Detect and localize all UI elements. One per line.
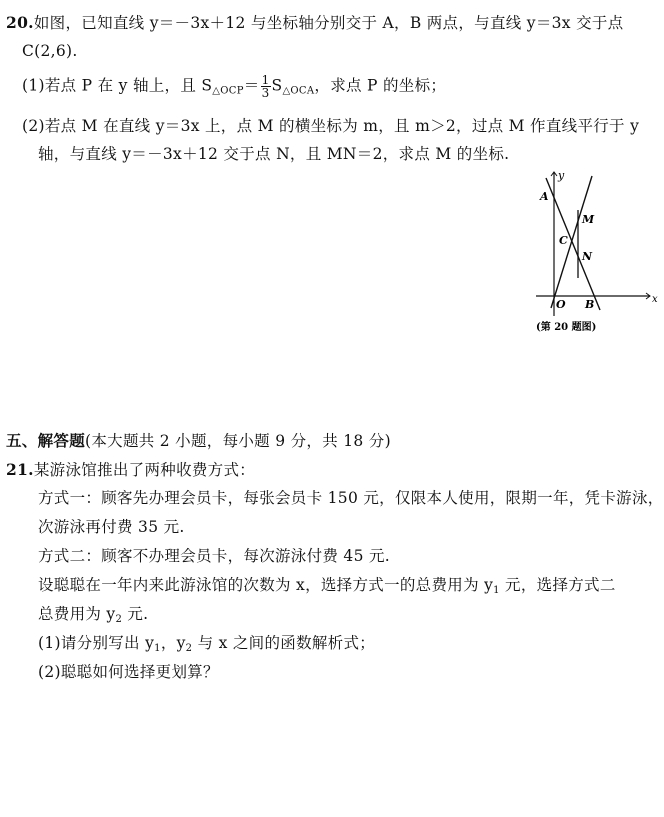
q21-option1-line-2: [38, 516, 185, 538]
q20-part1: [22, 74, 446, 103]
section5-heading-line: [6, 430, 391, 452]
figure-caption: (第 20 题图): [536, 322, 597, 333]
q20-stem-text-2: C(2,6).: [22, 42, 78, 60]
q21-part2-line: [38, 661, 219, 683]
q21-desc-text-2a: 总费用为 y: [38, 605, 116, 623]
label-x: x: [652, 294, 658, 305]
q20-number: 20.: [6, 13, 34, 32]
section5-note: (本大题共 2 小题，每小题 9 分，共 18 分): [85, 432, 391, 450]
q20-part2-text-2: 轴，与直线 y＝－3x＋12 交于点 N，且 MN＝2，求点 M 的坐标.: [38, 145, 510, 163]
q20-part2-text-1: (2)若点 M 在直线 y＝3x 上，点 M 的横坐标为 m，且 m＞2，过点 M 作直线平行于 y: [22, 117, 640, 135]
q21-desc-sub-1: 1: [493, 585, 500, 596]
q21-part2-text: (2)聪聪如何选择更划算？: [38, 663, 219, 681]
q21-desc-line-2: [38, 603, 148, 631]
q20-part1-sub-oca: △OCA: [282, 85, 315, 97]
q20-stem-text-1: 如图，已知直线 y＝－3x＋12 与坐标轴分别交于 A，B 两点，与直线 y＝3x 交于点: [33, 14, 624, 32]
q20-stem-line-2: [22, 40, 78, 62]
q21-part1-text-c: 与 x 之间的函数解析式；: [192, 634, 376, 652]
q21-option2-text: 方式二：顾客不办理会员卡，每次游泳付费 45 元.: [38, 547, 391, 565]
q21-stem: 某游泳馆推出了两种收费方式：: [33, 461, 256, 479]
q20-part1-text-b: S: [271, 76, 283, 95]
q21-number: 21.: [6, 460, 34, 479]
line-y-3x: [551, 176, 592, 308]
label-n: N: [582, 250, 593, 263]
q20-part2-line-1: [22, 115, 639, 137]
q20-part2-line-2: [38, 143, 509, 165]
q21-desc-text-1b: 元，选择方式二: [499, 576, 616, 594]
q20-part1-equals: ＝: [243, 76, 260, 95]
q21-option1-line-1: [38, 487, 664, 509]
q21-option1-text-1: 方式一：顾客先办理会员卡，每张会员卡 150 元，仅限本人使用，限期一年，凭卡游泳，: [38, 489, 664, 507]
q20-figure: [528, 168, 662, 338]
q21-desc-sub-2: 2: [115, 614, 123, 625]
q21-part1-sub-1: 1: [154, 643, 161, 654]
q21-option2-line: [38, 545, 390, 567]
q21-part1-sub-2: 2: [185, 643, 193, 654]
q20-part1-fraction: [261, 74, 271, 99]
q21-desc-text-2b: 元.: [122, 605, 149, 623]
q21-part1-text-a: (1)请分别写出 y: [38, 634, 155, 652]
q20-part1-sub-ocp: △OCP: [212, 85, 244, 97]
label-a: A: [540, 190, 549, 203]
section5-heading: 五、解答题: [6, 431, 86, 450]
q21-part1-text-b: ，y: [160, 634, 186, 652]
label-y: y: [558, 169, 565, 182]
q21-option1-text-2: 次游泳再付费 35 元.: [38, 518, 185, 536]
q21-part1-line: [38, 632, 375, 660]
label-b: B: [585, 298, 595, 311]
label-m: M: [582, 213, 595, 226]
q20-stem-line-1: [6, 12, 623, 34]
fraction-numerator: 1: [261, 73, 270, 87]
q21-stem-line: [6, 459, 255, 481]
q21-desc-text-1a: 设聪聪在一年内来此游泳馆的次数为 x，选择方式一的总费用为 y: [38, 576, 494, 594]
q20-part1-text-a: (1)若点 P 在 y 轴上，且 S: [22, 76, 213, 95]
q20-part1-text-c: ，求点 P 的坐标；: [314, 76, 447, 95]
fraction-denominator: 3: [261, 86, 270, 100]
q21-desc-line-1: [38, 574, 616, 602]
label-o: O: [556, 298, 566, 311]
label-c: C: [559, 234, 568, 247]
